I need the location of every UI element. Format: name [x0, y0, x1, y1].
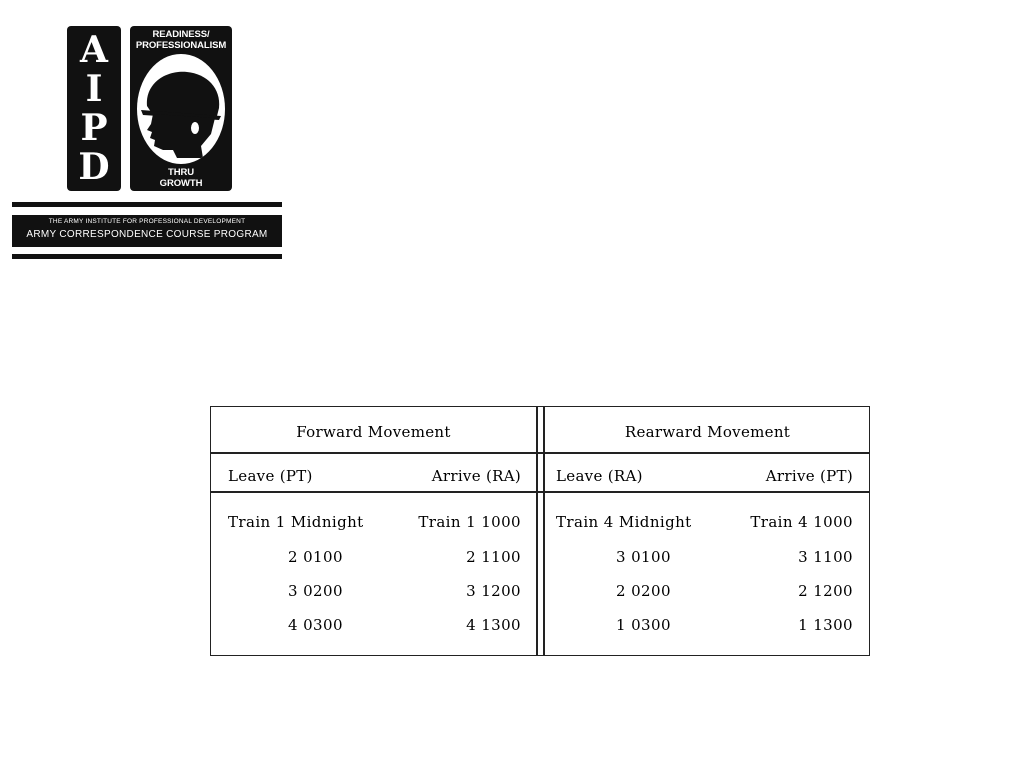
logo-top-rule: [12, 202, 282, 207]
rearward-leave-header: Leave (RA): [556, 467, 643, 485]
movement-schedule-table: [210, 406, 870, 656]
rearward-leave-cell: 1 0300: [616, 616, 671, 634]
forward-arrive-cell: Train 1 1000: [418, 513, 521, 531]
forward-leave-cell: 2 0100: [288, 548, 343, 566]
forward-arrive-cell: 3 1200: [466, 582, 521, 600]
rearward-arrive-header: Arrive (PT): [765, 467, 853, 485]
aipd-logo: [12, 26, 282, 262]
motto-top: [130, 29, 232, 51]
forward-title: Forward Movement: [296, 423, 451, 441]
rearward-arrive-cell: 1 1300: [798, 616, 853, 634]
forward-leave-cell: 3 0200: [288, 582, 343, 600]
program-name: ARMY CORRESPONDENCE COURSE PROGRAM: [26, 229, 268, 240]
logo-letter: D: [78, 146, 110, 189]
forward-leave-header: Leave (PT): [228, 467, 313, 485]
forward-leave-cell: Train 1 Midnight: [228, 513, 364, 531]
forward-arrive-cell: 2 1100: [466, 548, 521, 566]
forward-arrive-cell: 4 1300: [466, 616, 521, 634]
motto-line: GROWTH: [159, 178, 203, 189]
rearward-arrive-cell: Train 4 1000: [750, 513, 853, 531]
rearward-leave-cell: 3 0100: [616, 548, 671, 566]
rearward-title: Rearward Movement: [624, 423, 791, 441]
program-banner: [12, 215, 282, 247]
logo-bottom-rule: [12, 254, 282, 259]
motto-line: READINESS/: [152, 29, 210, 40]
institute-name: THE ARMY INSTITUTE FOR PROFESSIONAL DEVELOPMENT: [48, 218, 246, 225]
rearward-leave-cell: Train 4 Midnight: [556, 513, 692, 531]
motto-bottom: [130, 167, 232, 189]
forward-leave-cell: 4 0300: [288, 616, 343, 634]
logo-letter: A: [80, 28, 108, 71]
forward-arrive-header: Arrive (RA): [431, 467, 521, 485]
rearward-arrive-cell: 2 1200: [798, 582, 853, 600]
rearward-arrive-cell: 3 1100: [798, 548, 853, 566]
motto-line: THRU: [168, 167, 194, 178]
forward-movement-section: [211, 407, 536, 655]
center-divider: [536, 407, 538, 655]
soldier-helmet-profile-icon: [137, 54, 225, 164]
rearward-leave-cell: 2 0200: [616, 582, 671, 600]
motto-line: PROFESSIONALISM: [135, 40, 227, 51]
aipd-letters: [67, 26, 121, 191]
center-divider: [543, 407, 545, 655]
logo-letter: I: [85, 67, 103, 110]
motto-panel: [130, 26, 232, 191]
logo-letter: P: [80, 107, 108, 150]
rearward-movement-section: [546, 407, 869, 655]
